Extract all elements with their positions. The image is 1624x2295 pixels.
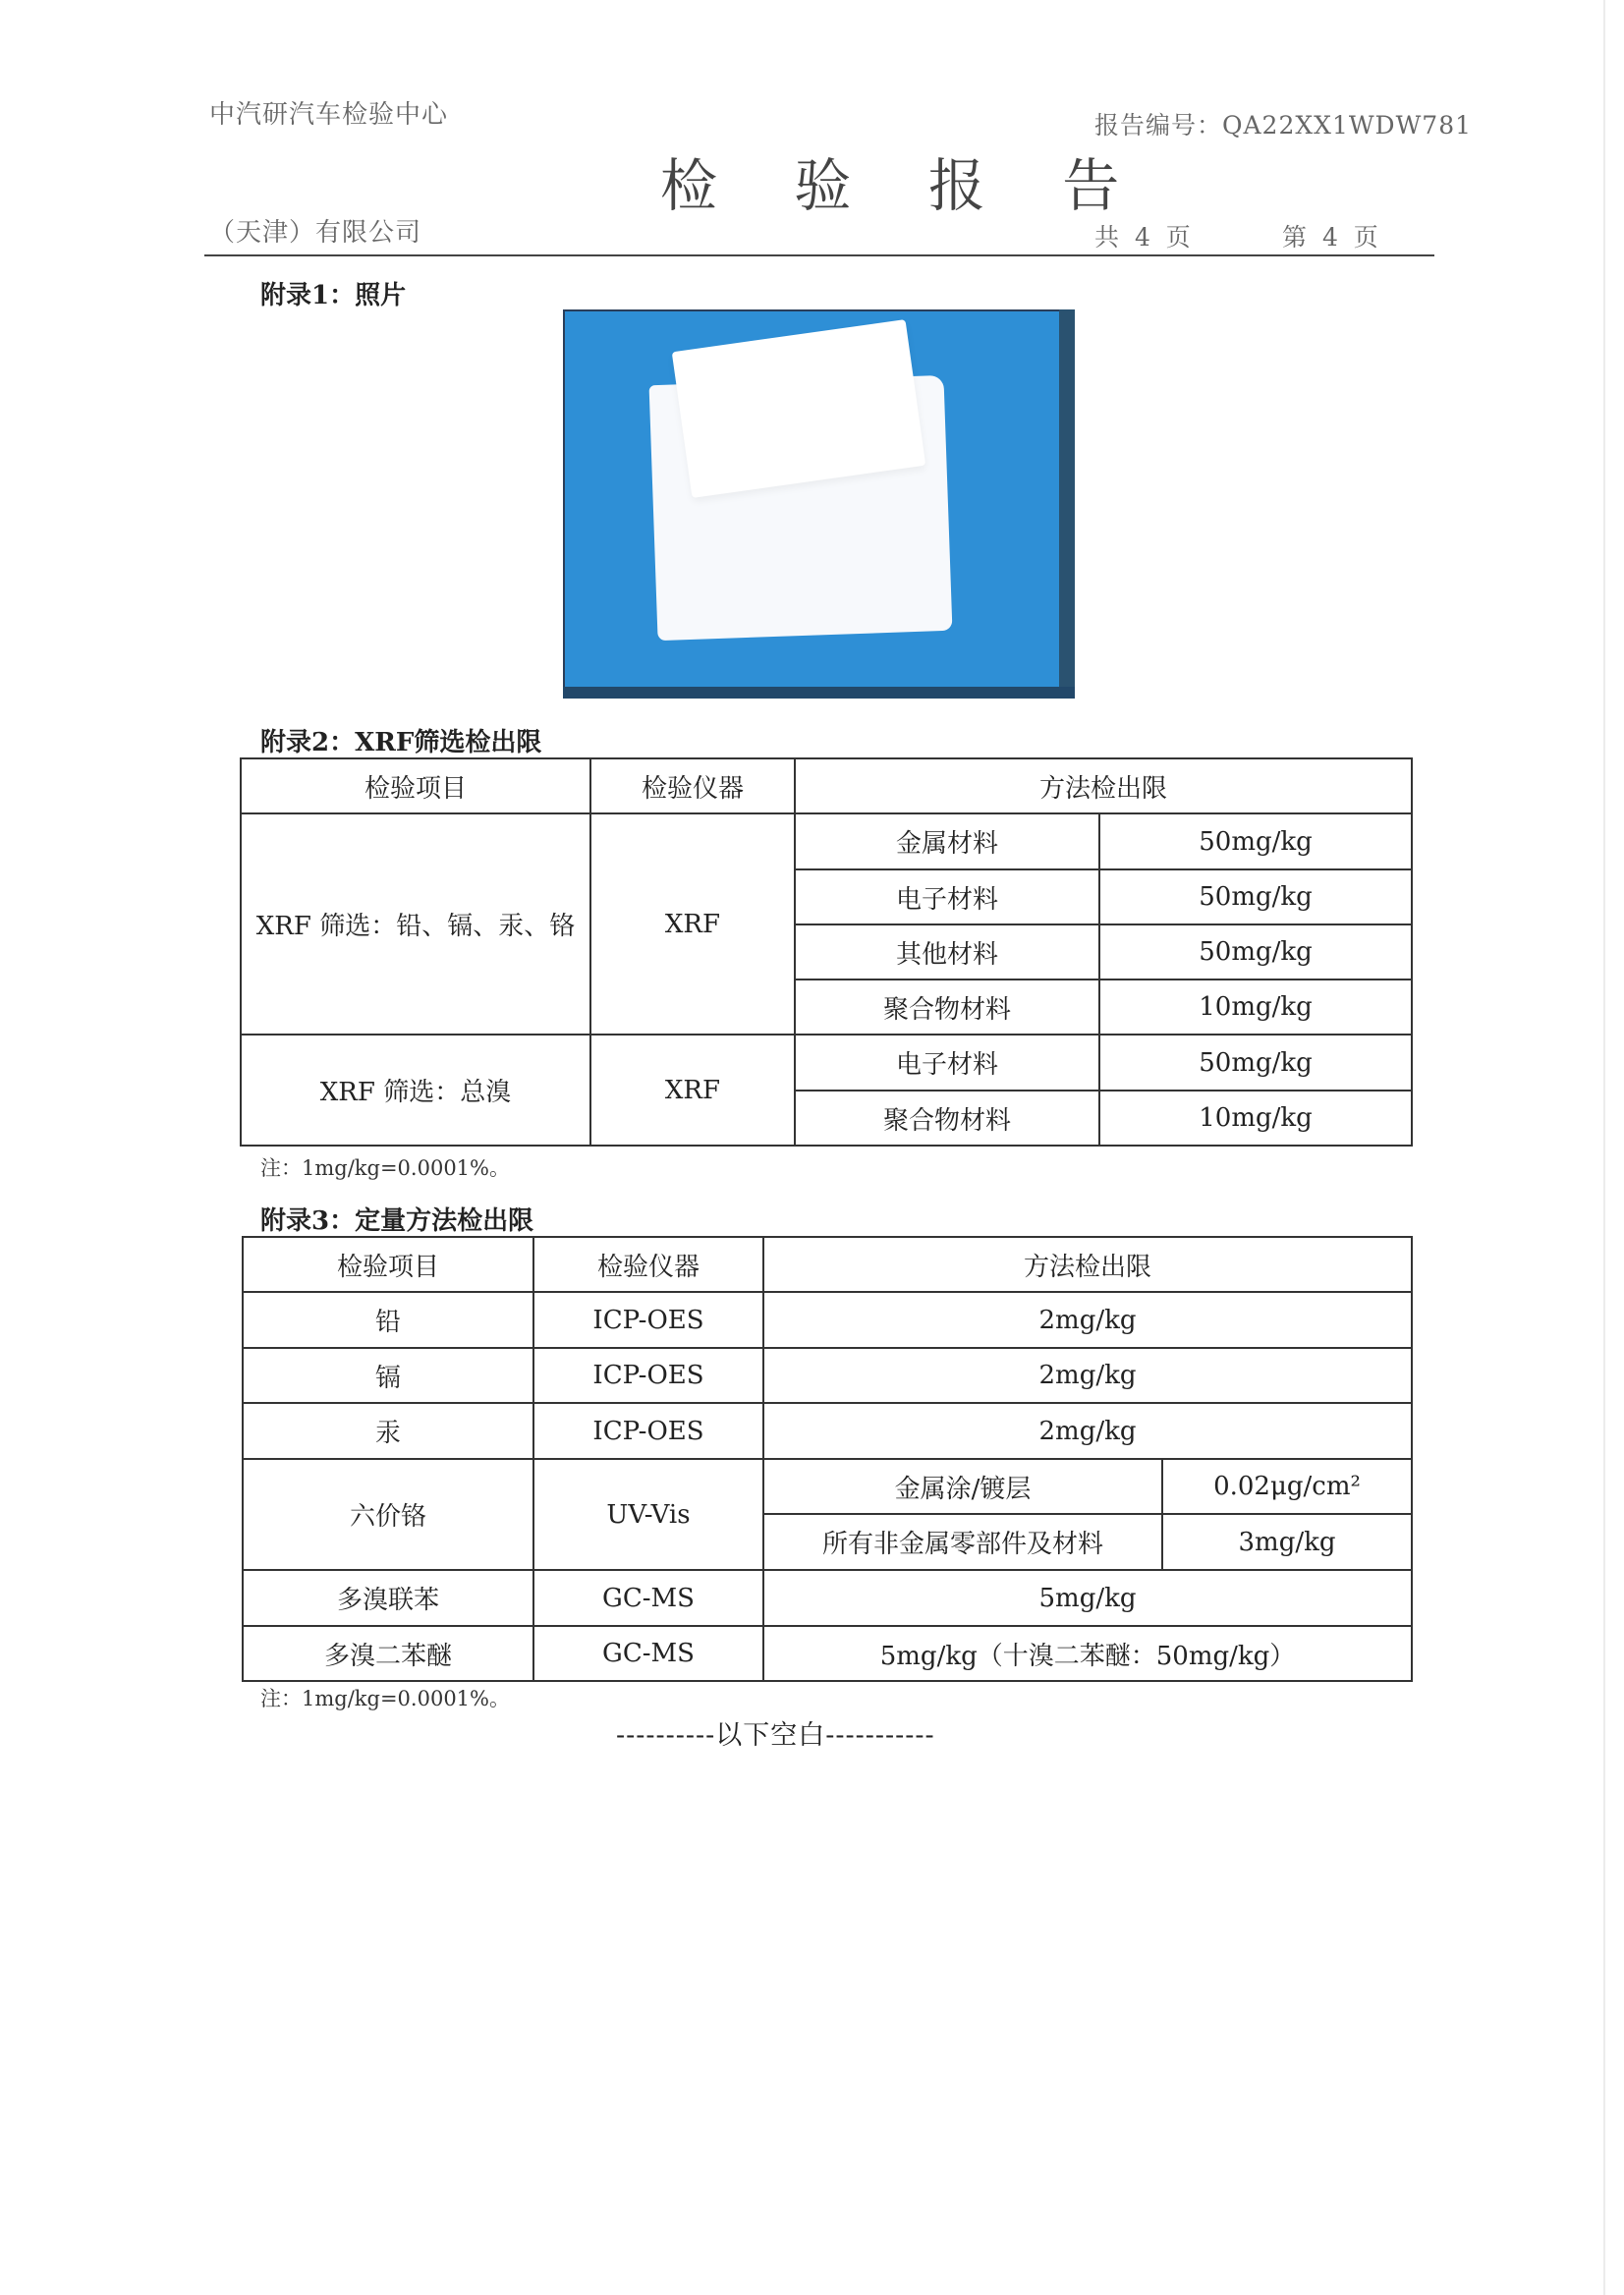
material-cell: 电子材料 <box>795 1035 1099 1091</box>
table-row <box>243 1292 1412 1348</box>
page-edge <box>1603 0 1605 2295</box>
org-name-line1: 中汽研汽车检验中心 <box>209 100 449 130</box>
header-rule <box>204 254 1434 256</box>
table-row <box>243 1626 1412 1681</box>
limit-cell: 3mg/kg <box>1162 1514 1412 1570</box>
limit-cell: 50mg/kg <box>1099 869 1412 924</box>
item-cell: 镉 <box>243 1348 533 1403</box>
photo-shadow-edge <box>1059 309 1075 699</box>
xrf-limits-table <box>240 757 1413 1147</box>
item-cell: 汞 <box>243 1403 533 1459</box>
limit-cell: 2mg/kg <box>763 1292 1412 1348</box>
col-header-instrument: 检验仪器 <box>590 758 795 813</box>
cr6-item: 六价铬 <box>243 1459 533 1570</box>
xrf-group2-item: XRF 筛选：总溴 <box>241 1035 590 1146</box>
col-header-limit: 方法检出限 <box>795 758 1412 813</box>
photo-bottom-edge <box>563 687 1075 699</box>
col-header-instrument: 检验仪器 <box>533 1237 763 1292</box>
instrument-cell: GC-MS <box>533 1626 763 1681</box>
material-cell: 金属涂/镀层 <box>763 1459 1162 1514</box>
xrf-group2-instrument: XRF <box>590 1035 795 1146</box>
cr6-instrument: UV-Vis <box>533 1459 763 1570</box>
table-row <box>243 1348 1412 1403</box>
material-cell: 所有非金属零部件及材料 <box>763 1514 1162 1570</box>
limit-cell: 5mg/kg（十溴二苯醚：50mg/kg） <box>763 1626 1412 1681</box>
material-cell: 金属材料 <box>795 813 1099 869</box>
instrument-cell: ICP-OES <box>533 1292 763 1348</box>
xrf-group1-instrument: XRF <box>590 813 795 1035</box>
table-row <box>243 1570 1412 1626</box>
org-name-line2: （天津）有限公司 <box>209 218 422 248</box>
limit-cell: 2mg/kg <box>763 1348 1412 1403</box>
appendix3-note: 注：1mg/kg=0.0001%。 <box>260 1687 510 1710</box>
item-cell: 多溴联苯 <box>243 1570 533 1626</box>
appendix1-title: 附录1：照片 <box>260 281 407 310</box>
sample-photo <box>563 309 1075 699</box>
limit-cell: 0.02μg/cm² <box>1162 1459 1412 1514</box>
material-cell: 电子材料 <box>795 869 1099 924</box>
material-cell: 聚合物材料 <box>795 1091 1099 1146</box>
limit-cell: 50mg/kg <box>1099 1035 1412 1091</box>
appendix2-title: 附录2：XRF筛选检出限 <box>260 728 542 757</box>
current-page: 第 4 页 <box>1282 223 1379 252</box>
col-header-limit: 方法检出限 <box>763 1237 1412 1292</box>
material-cell: 聚合物材料 <box>795 980 1099 1035</box>
limit-cell: 10mg/kg <box>1099 980 1412 1035</box>
table-header-row <box>243 1237 1412 1292</box>
appendix3-title: 附录3：定量方法检出限 <box>260 1206 534 1236</box>
instrument-cell: ICP-OES <box>533 1403 763 1459</box>
instrument-cell: GC-MS <box>533 1570 763 1626</box>
limit-cell: 5mg/kg <box>763 1570 1412 1626</box>
table-row <box>243 1403 1412 1459</box>
page-title: 检 验 报 告 <box>660 152 1149 219</box>
appendix2-note: 注：1mg/kg=0.0001%。 <box>260 1156 510 1180</box>
col-header-item: 检验项目 <box>243 1237 533 1292</box>
table-row <box>241 1035 1412 1091</box>
blank-below-marker: ----------以下空白----------- <box>616 1720 935 1751</box>
instrument-cell: ICP-OES <box>533 1348 763 1403</box>
limit-cell: 50mg/kg <box>1099 813 1412 869</box>
report-number: 报告编号：QA22XX1WDW781 <box>1094 111 1473 140</box>
limit-cell: 50mg/kg <box>1099 924 1412 980</box>
table-header-row <box>241 758 1412 813</box>
col-header-item: 检验项目 <box>241 758 590 813</box>
limit-cell: 10mg/kg <box>1099 1091 1412 1146</box>
material-cell: 其他材料 <box>795 924 1099 980</box>
item-cell: 铅 <box>243 1292 533 1348</box>
total-pages: 共 4 页 <box>1094 223 1192 252</box>
xrf-group1-item: XRF 筛选：铅、镉、汞、铬 <box>241 813 590 1035</box>
limit-cell: 2mg/kg <box>763 1403 1412 1459</box>
table-row <box>241 813 1412 869</box>
table-row <box>243 1459 1412 1514</box>
quantitative-limits-table <box>242 1236 1413 1682</box>
item-cell: 多溴二苯醚 <box>243 1626 533 1681</box>
